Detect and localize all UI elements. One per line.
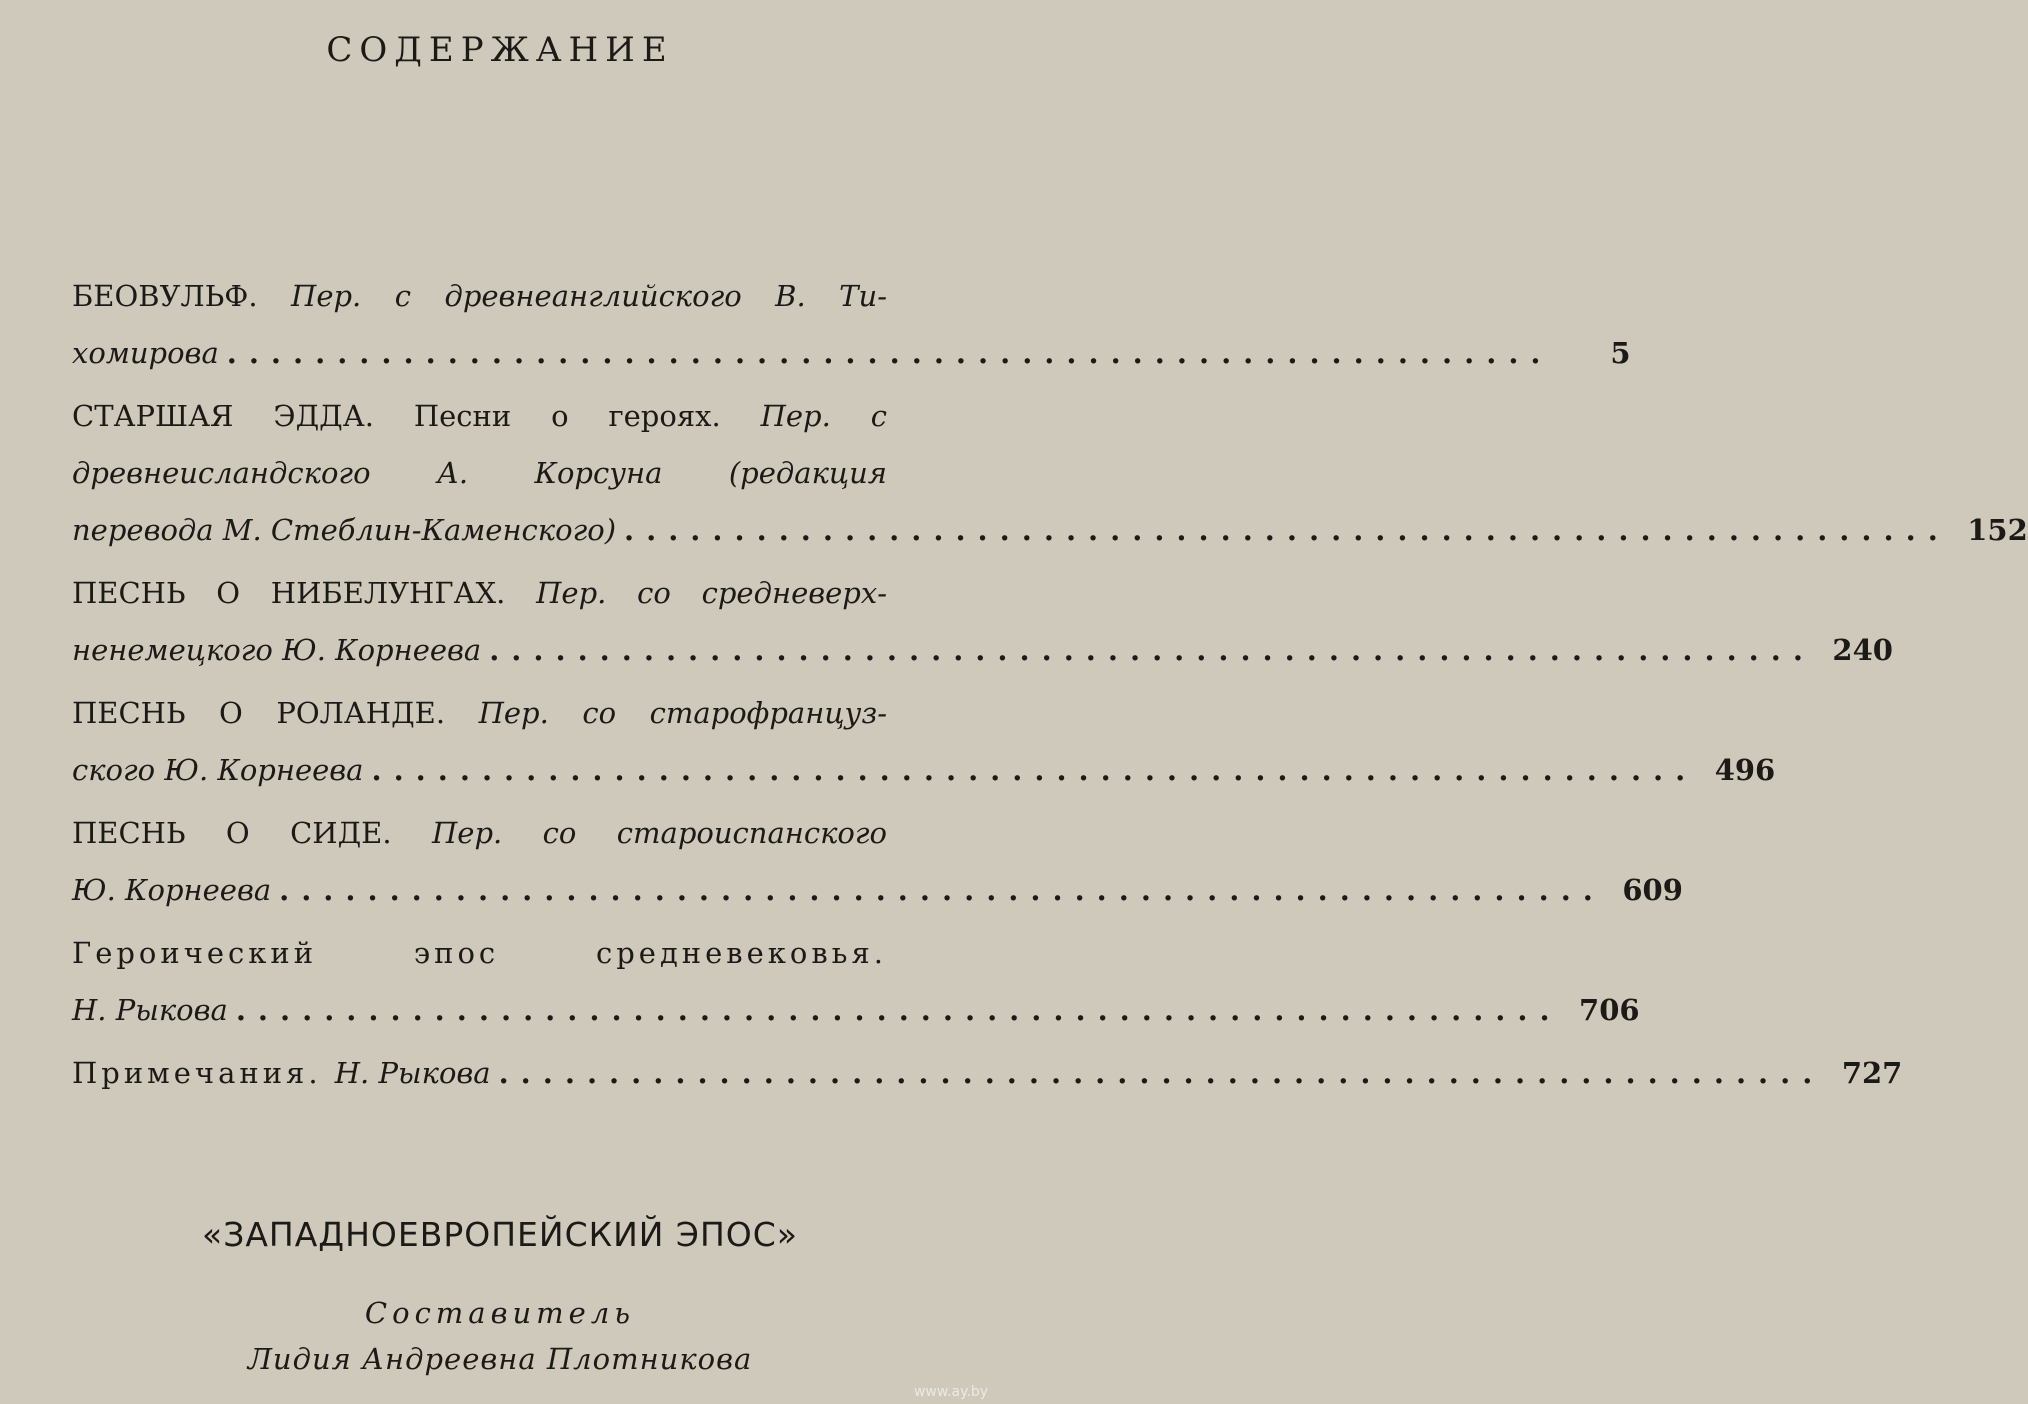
toc-text: Н. Рыкова xyxy=(334,1056,491,1090)
toc-line xyxy=(72,685,957,742)
dot-leader: ............................................................ xyxy=(371,753,1698,787)
toc-entry xyxy=(72,565,1893,679)
toc-text: Пер. с xyxy=(760,399,887,433)
page-number: 152 xyxy=(1967,513,2028,547)
toc-text: древнеисландского А. Корсуна (редакция xyxy=(72,456,887,490)
page-number: 609 xyxy=(1622,873,1683,907)
page-title: СОДЕРЖАНИЕ xyxy=(326,30,674,70)
toc-text: ПЕСНЬ О РОЛАНДЕ. xyxy=(72,696,479,730)
toc-line xyxy=(72,565,957,622)
toc-entry xyxy=(72,1045,1903,1102)
toc-line xyxy=(72,388,957,445)
toc-line xyxy=(72,925,957,982)
toc-line xyxy=(72,502,2028,559)
toc-text: Пер. со старофранцуз- xyxy=(478,696,887,730)
toc-text: перевода М. Стеблин-Каменского) xyxy=(72,513,617,547)
toc-text: Пер. со староиспанского xyxy=(432,816,887,850)
toc-text: ненемецкого Ю. Корнеева xyxy=(72,633,482,667)
toc-line xyxy=(72,445,957,502)
page-number: 5 xyxy=(1610,336,1631,370)
toc-text: ского Ю. Корнеева xyxy=(72,753,364,787)
toc-line xyxy=(72,268,957,325)
page-number: 727 xyxy=(1841,1056,1903,1090)
dot-leader: ............................................................ xyxy=(279,873,1605,907)
toc-text: Пер. с древнеанглийского В. Ти- xyxy=(291,279,887,313)
toc-line xyxy=(72,862,1683,919)
toc-line xyxy=(72,622,1893,679)
watermark: www.ay.by xyxy=(913,1384,988,1400)
toc-text: ПЕСНЬ О СИДЕ. xyxy=(72,816,432,850)
toc-text: Примечания. xyxy=(72,1056,335,1090)
toc-text: хомирова xyxy=(72,336,219,370)
dot-leader: ............................................................ xyxy=(624,513,1950,547)
toc-text: БЕОВУЛЬФ. xyxy=(72,279,292,313)
dot-leader: ............................................................ xyxy=(235,993,1562,1027)
page-number: 706 xyxy=(1579,993,1640,1027)
toc-text: Н. Рыкова xyxy=(72,993,228,1027)
toc-text: СТАРШАЯ ЭДДА. Песни о героях. xyxy=(72,399,761,433)
dot-leader: ............................................................ xyxy=(498,1056,1825,1090)
series-title: «ЗАПАДНОЕВРОПЕЙСКИЙ ЭПОС» xyxy=(202,1215,798,1254)
toc-text: Ю. Корнеева xyxy=(72,873,272,907)
compiler-label: Составитель xyxy=(364,1296,636,1330)
toc-entry xyxy=(72,805,1683,919)
page-number: 240 xyxy=(1832,633,1893,667)
table-of-contents xyxy=(72,268,2028,1108)
toc-entry xyxy=(72,685,1776,799)
toc-line xyxy=(72,982,1640,1039)
toc-entry xyxy=(72,268,1631,382)
dot-leader: ............................................................ xyxy=(226,336,1553,370)
toc-line xyxy=(72,805,957,862)
toc-entry xyxy=(72,388,2028,559)
toc-text: ПЕСНЬ О НИБЕЛУНГАХ. xyxy=(72,576,537,610)
page-number: 496 xyxy=(1714,753,1776,787)
compiler-name: Лидия Андреевна Плотникова xyxy=(247,1342,753,1376)
toc-line xyxy=(72,325,1631,382)
toc-line xyxy=(72,742,1776,799)
toc-entry xyxy=(72,925,1640,1039)
toc-text: Героический эпос средневековья. xyxy=(72,936,887,970)
dot-leader: ............................................................ xyxy=(489,633,1815,667)
toc-text: Пер. со средневерх- xyxy=(536,576,887,610)
toc-line xyxy=(72,1045,1903,1102)
